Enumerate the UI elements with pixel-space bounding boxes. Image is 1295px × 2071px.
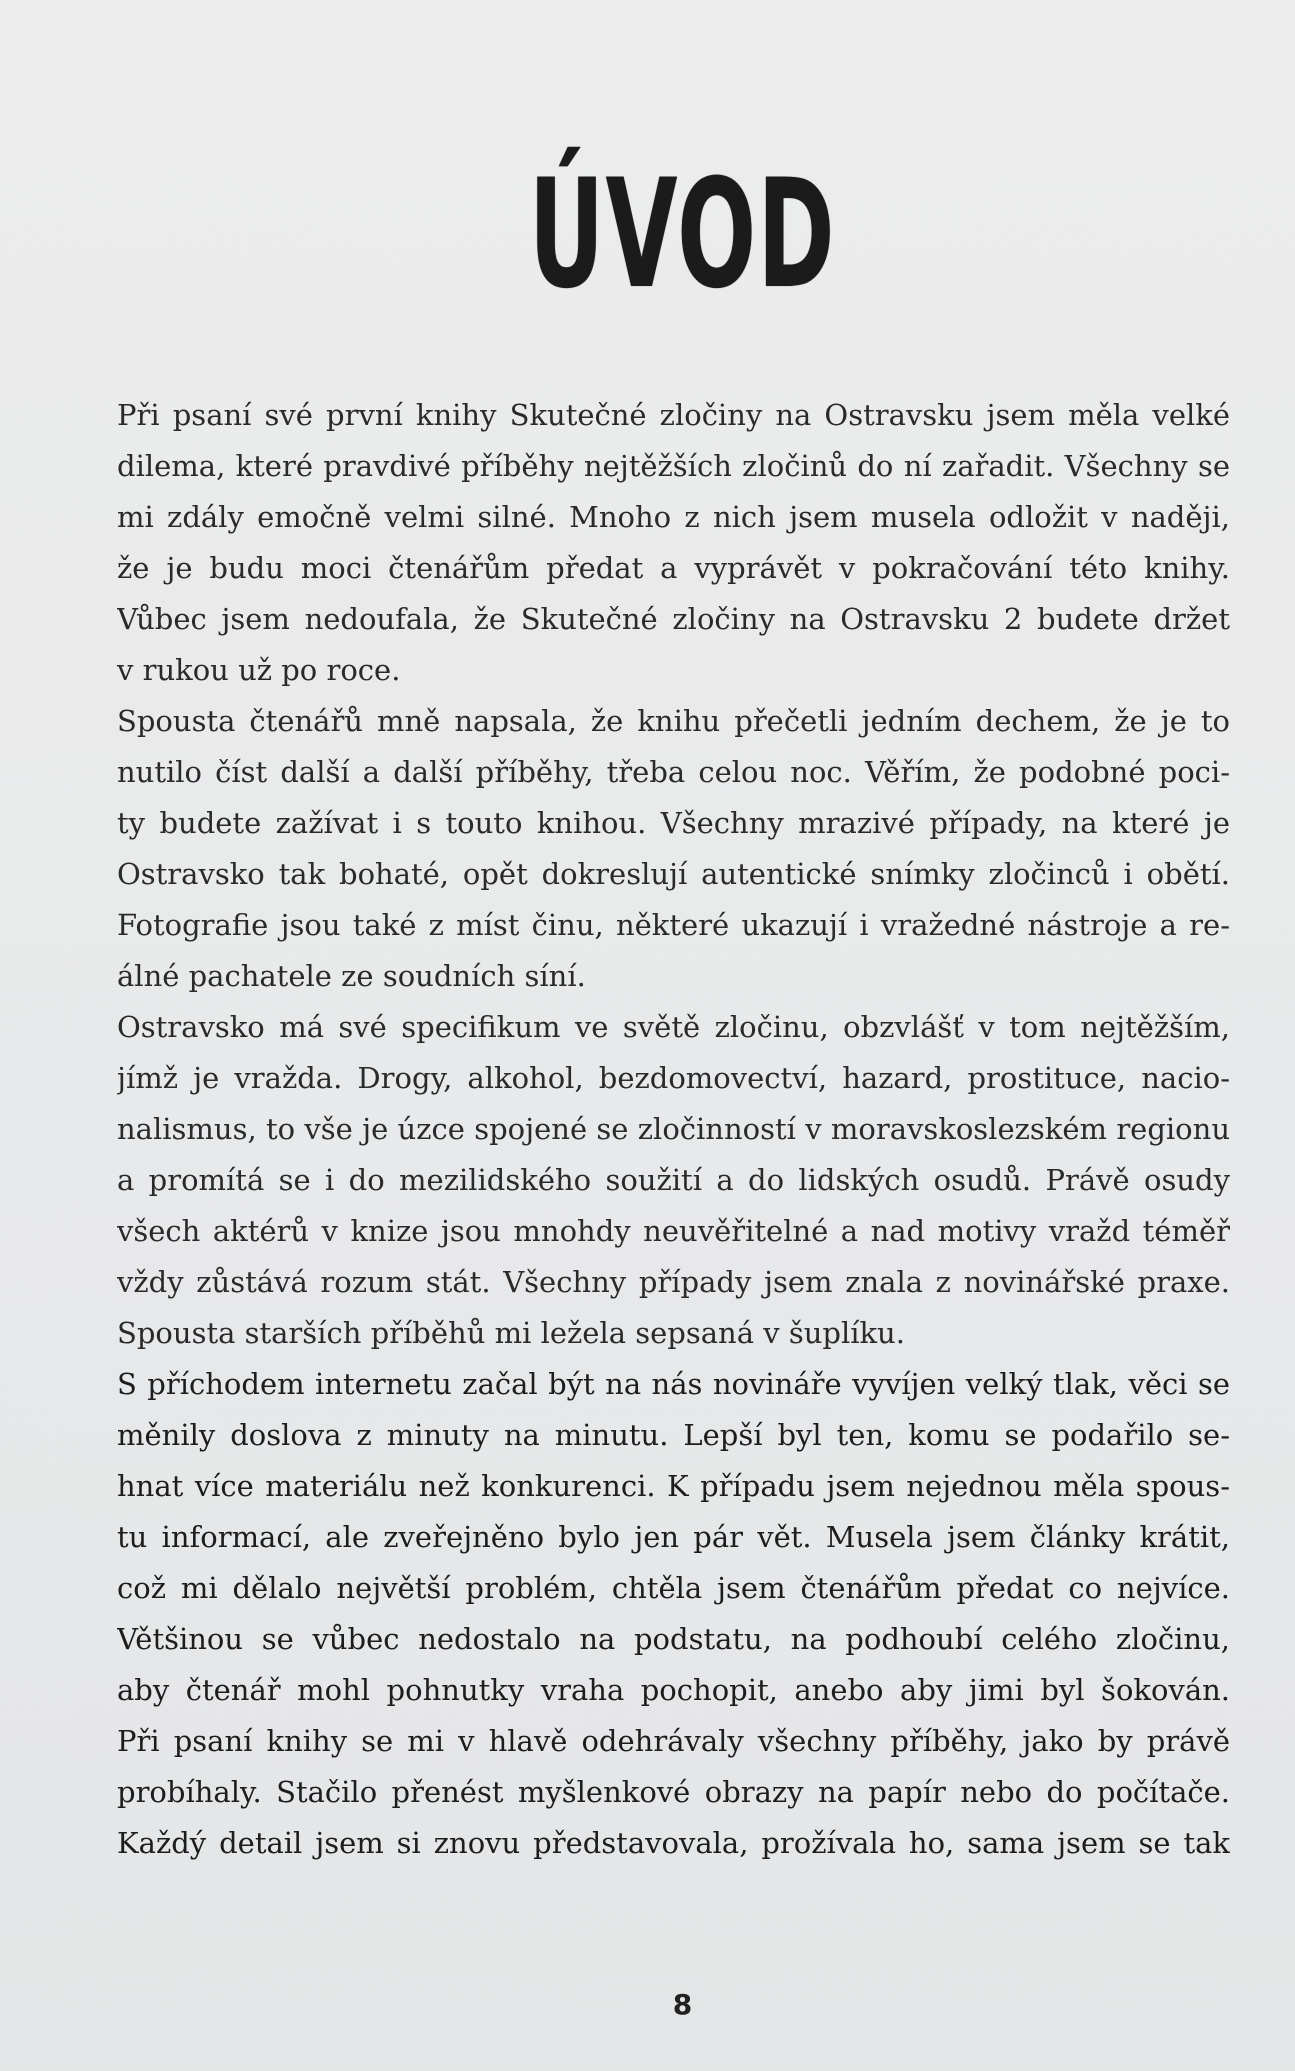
text-line: tu informací, ale zveřejněno bylo jen pár vět. Musela jsem články krátit,: [117, 1520, 1230, 1554]
text-line: dilema, které pravdivé příběhy nejtěžších zločinů do ní zařadit. Všechny se: [117, 449, 1230, 483]
text-line: v rukou už po roce.: [117, 653, 401, 687]
text-line: Při psaní své první knihy Skutečné zločiny na Ostravsku jsem měla velké: [117, 398, 1230, 432]
text-line: Fotografie jsou také z míst činu, některé ukazují i vražedné nástroje a re-: [117, 908, 1230, 942]
text-line: vždy zůstává rozum stát. Všechny případy jsem znala z novinářské praxe.: [117, 1265, 1230, 1299]
text-line: álné pachatele ze soudních síní.: [117, 959, 586, 993]
text-line: jímž je vražda. Drogy, alkohol, bezdomovectví, hazard, prostituce, nacio-: [117, 1061, 1230, 1095]
text-line: Spousta starších příběhů mi ležela sepsaná v šuplíku.: [117, 1316, 905, 1350]
text-line: nutilo číst další a další příběhy, třeba celou noc. Věřím, že podobné poci-: [117, 755, 1230, 789]
text-line: probíhaly. Stačilo přenést myšlenkové obrazy na papír nebo do počítače.: [117, 1775, 1230, 1809]
text-line: měnily doslova z minuty na minutu. Lepší byl ten, komu se podařilo se-: [117, 1418, 1230, 1452]
text-line: Ostravsko tak bohaté, opět dokreslují autentické snímky zločinců i obětí.: [117, 857, 1230, 891]
text-line: Většinou se vůbec nedostalo na podstatu, na podhoubí celého zločinu,: [117, 1622, 1230, 1656]
text-line: Vůbec jsem nedoufala, že Skutečné zločiny na Ostravsku 2 budete držet: [117, 602, 1230, 636]
text-line: Spousta čtenářů mně napsala, že knihu přečetli jedním dechem, že je to: [117, 704, 1230, 738]
text-line: S příchodem internetu začal být na nás novináře vyvíjen velký tlak, věci se: [117, 1367, 1230, 1401]
text-line: Každý detail jsem si znovu představovala, prožívala ho, sama jsem se tak: [117, 1826, 1230, 1860]
text-line: že je budu moci čtenářům předat a vyprávět v pokračování této knihy.: [117, 551, 1230, 585]
chapter-title: ÚVOD: [528, 148, 836, 322]
text-line: Při psaní knihy se mi v hlavě odehrávaly všechny příběhy, jako by právě: [117, 1724, 1230, 1758]
body-text: [117, 390, 1230, 1869]
text-line: Ostravsko má své specifikum ve světě zločinu, obzvlášť v tom nejtěžším,: [117, 1010, 1230, 1044]
text-line: a promítá se i do mezilidského soužití a do lidských osudů. Právě osudy: [117, 1163, 1230, 1197]
text-line: což mi dělalo největší problém, chtěla jsem čtenářům předat co nejvíce.: [117, 1571, 1230, 1605]
page-number: 8: [672, 1988, 693, 2021]
text-line: mi zdály emočně velmi silné. Mnoho z nich jsem musela odložit v naději,: [117, 500, 1230, 534]
text-line: aby čtenář mohl pohnutky vraha pochopit, anebo aby jimi byl šokován.: [117, 1673, 1230, 1707]
text-line: nalismus, to vše je úzce spojené se zločinností v moravskoslezském regionu: [117, 1112, 1230, 1146]
text-line: hnat více materiálu než konkurenci. K případu jsem nejednou měla spous-: [117, 1469, 1230, 1503]
text-line: ty budete zažívat i s touto knihou. Všechny mrazivé případy, na které je: [117, 806, 1230, 840]
text-line: všech aktérů v knize jsou mnohdy neuvěřitelné a nad motivy vražd téměř: [117, 1214, 1230, 1248]
